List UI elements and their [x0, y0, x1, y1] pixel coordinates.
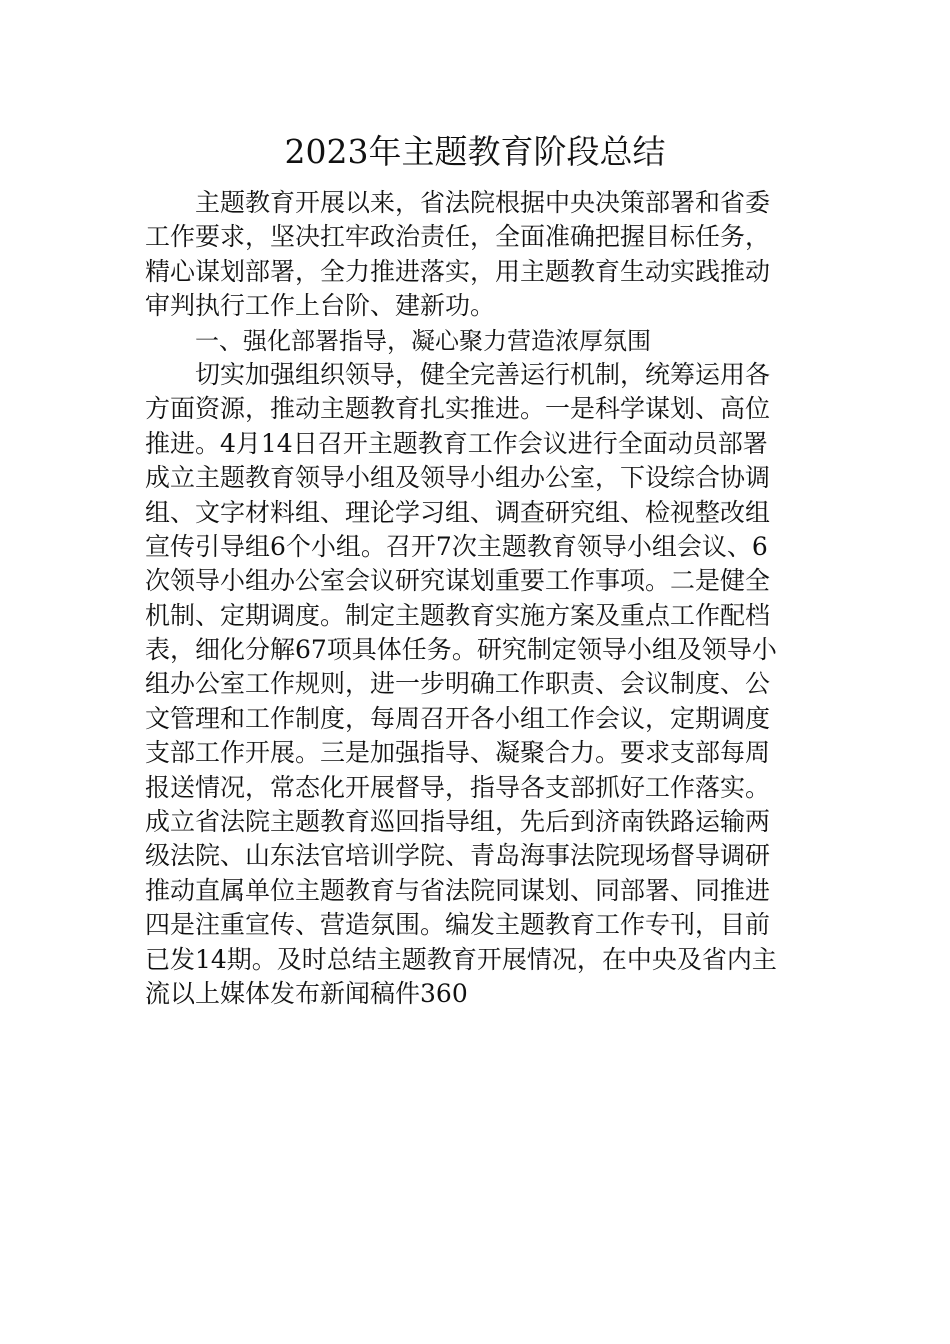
paragraph-2-line-14: 成立省法院主题教育巡回指导组，先后到济南铁路运输两 — [145, 807, 771, 837]
paragraph-1-line-1: 主题教育开展以来，省法院根据中央决策部署和省委 — [195, 188, 771, 217]
paragraph-2-line-2: 方面资源，推动主题教育扎实推进。一是科学谋划、高位 — [145, 394, 771, 424]
paragraph-2-line-13: 报送情况，常态化开展督导，指导各支部抓好工作落实。 — [145, 772, 771, 802]
section-heading-1: 一、强化部署指导，凝心聚力营造浓厚氛围 — [195, 326, 651, 355]
paragraph-2-line-16: 推动直属单位主题教育与省法院同谋划、同部署、同推进 — [145, 875, 771, 905]
paragraph-2-line-6: 宣传引导组6个小组。召开7次主题教育领导小组会议、6 — [145, 531, 768, 561]
paragraph-2-line-17: 四是注重宣传、营造氛围。编发主题教育工作专刊，目前 — [145, 910, 771, 940]
paragraph-2-line-3: 推进。4月14日召开主题教育工作会议进行全面动员部署 — [145, 428, 768, 458]
paragraph-2-line-19: 流以上媒体发布新闻稿件360 — [145, 978, 468, 1008]
paragraph-2-line-15: 级法院、山东法官培训学院、青岛海事法院现场督导调研 — [145, 841, 771, 871]
paragraph-2-line-7: 次领导小组办公室会议研究谋划重要工作事项。二是健全 — [145, 566, 771, 596]
paragraph-1-line-3: 精心谋划部署，全力推进落实，用主题教育生动实践推动 — [145, 256, 771, 286]
paragraph-2-line-12: 支部工作开展。三是加强指导、凝聚合力。要求支部每周 — [145, 738, 771, 768]
document-body — [145, 186, 825, 1011]
paragraph-2-line-4: 成立主题教育领导小组及领导小组办公室，下设综合协调 — [145, 463, 771, 493]
paragraph-2-line-10: 组办公室工作规则，进一步明确工作职责、会议制度、公 — [145, 669, 771, 699]
paragraph-2-line-8: 机制、定期调度。制定主题教育实施方案及重点工作配档 — [145, 600, 771, 630]
paragraph-2-line-5: 组、文字材料组、理论学习组、调查研究组、检视整改组 — [145, 497, 771, 527]
document-title: 2023年主题教育阶段总结 — [284, 132, 666, 171]
paragraph-2-line-11: 文管理和工作制度，每周召开各小组工作会议，定期调度 — [145, 703, 771, 733]
paragraph-2-line-1: 切实加强组织领导，健全完善运行机制，统筹运用各 — [195, 359, 771, 389]
paragraph-1-line-4: 审判执行工作上台阶、建新功。 — [145, 291, 496, 321]
paragraph-2-line-9: 表，细化分解67项具体任务。研究制定领导小组及领导小 — [145, 635, 777, 665]
paragraph-2-line-18: 已发14期。及时总结主题教育开展情况，在中央及省内主 — [145, 944, 777, 974]
paragraph-1-line-2: 工作要求，坚决扛牢政治责任，全面准确把握目标任务， — [145, 222, 771, 252]
